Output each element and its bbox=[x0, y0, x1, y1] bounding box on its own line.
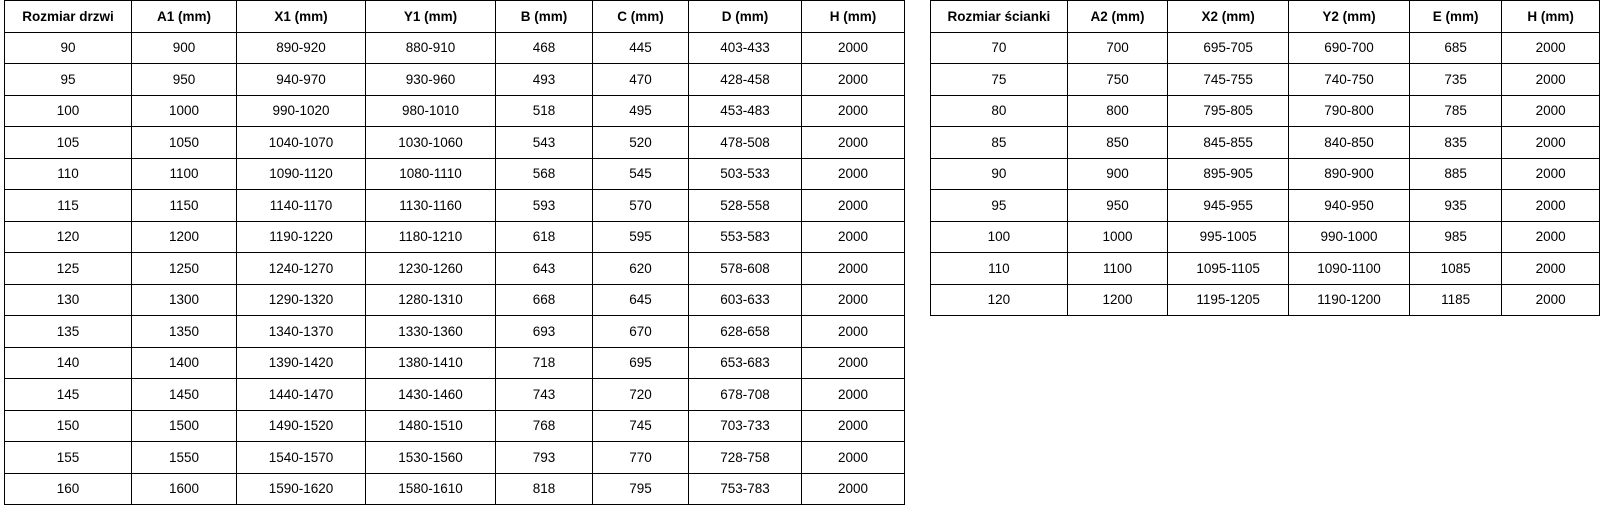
table-row bbox=[5, 190, 905, 222]
doors-table-cell: 653-683 bbox=[689, 347, 802, 379]
doors-table-cell: 1450 bbox=[132, 379, 237, 411]
doors-table-cell: 1340-1370 bbox=[237, 316, 366, 348]
doors-table-cell: 1530-1560 bbox=[366, 442, 496, 474]
doors-table-cell: 160 bbox=[5, 473, 132, 505]
walls-table-cell: 690-700 bbox=[1289, 32, 1410, 64]
doors-table-cell: 618 bbox=[496, 221, 593, 253]
table-row bbox=[5, 379, 905, 411]
doors-table-cell: 105 bbox=[5, 127, 132, 159]
walls-table-column-header: Rozmiar ścianki bbox=[931, 1, 1068, 33]
doors-table-cell: 1230-1260 bbox=[366, 253, 496, 285]
walls-table-cell: 835 bbox=[1410, 127, 1502, 159]
walls-table-cell: 1090-1100 bbox=[1289, 253, 1410, 285]
doors-dimensions-table-container bbox=[4, 0, 905, 505]
doors-table-cell: 1590-1620 bbox=[237, 473, 366, 505]
doors-table-cell: 1390-1420 bbox=[237, 347, 366, 379]
doors-table-cell: 703-733 bbox=[689, 410, 802, 442]
table-row bbox=[5, 221, 905, 253]
doors-table-cell: 620 bbox=[593, 253, 689, 285]
walls-table-cell: 85 bbox=[931, 127, 1068, 159]
walls-table-cell: 700 bbox=[1067, 32, 1167, 64]
table-row bbox=[931, 127, 1600, 159]
walls-table-cell: 90 bbox=[931, 158, 1068, 190]
doors-table-cell: 1200 bbox=[132, 221, 237, 253]
doors-table-cell: 795 bbox=[593, 473, 689, 505]
doors-table-cell: 2000 bbox=[802, 64, 905, 96]
doors-table-cell: 545 bbox=[593, 158, 689, 190]
doors-table-cell: 470 bbox=[593, 64, 689, 96]
table-row bbox=[5, 410, 905, 442]
doors-table-cell: 2000 bbox=[802, 253, 905, 285]
doors-table-cell: 2000 bbox=[802, 95, 905, 127]
doors-table-cell: 880-910 bbox=[366, 32, 496, 64]
walls-dimensions-table bbox=[930, 0, 1600, 316]
doors-table-cell: 2000 bbox=[802, 32, 905, 64]
doors-table-cell: 570 bbox=[593, 190, 689, 222]
table-row bbox=[5, 64, 905, 96]
walls-table-cell: 795-805 bbox=[1168, 95, 1289, 127]
walls-table-cell: 695-705 bbox=[1168, 32, 1289, 64]
walls-table-cell: 685 bbox=[1410, 32, 1502, 64]
doors-table-column-header: Rozmiar drzwi bbox=[5, 1, 132, 33]
walls-table-cell: 945-955 bbox=[1168, 190, 1289, 222]
doors-table-cell: 768 bbox=[496, 410, 593, 442]
walls-table-cell: 985 bbox=[1410, 221, 1502, 253]
walls-table-cell: 1095-1105 bbox=[1168, 253, 1289, 285]
walls-table-cell: 2000 bbox=[1502, 127, 1600, 159]
doors-table-cell: 980-1010 bbox=[366, 95, 496, 127]
doors-table-cell: 100 bbox=[5, 95, 132, 127]
table-row bbox=[5, 95, 905, 127]
walls-table-cell: 950 bbox=[1067, 190, 1167, 222]
walls-table-cell: 2000 bbox=[1502, 221, 1600, 253]
doors-table-cell: 1550 bbox=[132, 442, 237, 474]
walls-table-cell: 1085 bbox=[1410, 253, 1502, 285]
doors-table-cell: 728-758 bbox=[689, 442, 802, 474]
doors-table-cell: 603-633 bbox=[689, 284, 802, 316]
doors-table-cell: 695 bbox=[593, 347, 689, 379]
doors-table-cell: 1240-1270 bbox=[237, 253, 366, 285]
walls-table-cell: 750 bbox=[1067, 64, 1167, 96]
table-row bbox=[5, 158, 905, 190]
table-row bbox=[5, 32, 905, 64]
doors-table-cell: 593 bbox=[496, 190, 593, 222]
doors-table-cell: 745 bbox=[593, 410, 689, 442]
table-header-row bbox=[5, 1, 905, 33]
walls-table-cell: 100 bbox=[931, 221, 1068, 253]
walls-table-cell: 120 bbox=[931, 284, 1068, 316]
doors-table-cell: 595 bbox=[593, 221, 689, 253]
walls-table-cell: 995-1005 bbox=[1168, 221, 1289, 253]
table-row bbox=[931, 190, 1600, 222]
doors-table-cell: 155 bbox=[5, 442, 132, 474]
walls-table-cell: 2000 bbox=[1502, 190, 1600, 222]
doors-table-column-header: A1 (mm) bbox=[132, 1, 237, 33]
walls-table-cell: 1190-1200 bbox=[1289, 284, 1410, 316]
doors-table-cell: 1140-1170 bbox=[237, 190, 366, 222]
doors-table-cell: 668 bbox=[496, 284, 593, 316]
doors-table-cell: 2000 bbox=[802, 127, 905, 159]
doors-table-cell: 753-783 bbox=[689, 473, 802, 505]
table-row bbox=[5, 253, 905, 285]
doors-table-cell: 518 bbox=[496, 95, 593, 127]
walls-table-cell: 940-950 bbox=[1289, 190, 1410, 222]
doors-table-cell: 2000 bbox=[802, 190, 905, 222]
table-row bbox=[5, 473, 905, 505]
doors-table-cell: 2000 bbox=[802, 284, 905, 316]
doors-table-column-header: Y1 (mm) bbox=[366, 1, 496, 33]
doors-table-cell: 1150 bbox=[132, 190, 237, 222]
doors-table-cell: 720 bbox=[593, 379, 689, 411]
table-row bbox=[5, 442, 905, 474]
doors-table-cell: 1600 bbox=[132, 473, 237, 505]
doors-table-cell: 115 bbox=[5, 190, 132, 222]
walls-table-cell: 2000 bbox=[1502, 253, 1600, 285]
doors-table-cell: 110 bbox=[5, 158, 132, 190]
doors-table-cell: 2000 bbox=[802, 158, 905, 190]
doors-table-cell: 428-458 bbox=[689, 64, 802, 96]
doors-table-cell: 1290-1320 bbox=[237, 284, 366, 316]
table-row bbox=[5, 316, 905, 348]
doors-table-cell: 1130-1160 bbox=[366, 190, 496, 222]
doors-table-cell: 578-608 bbox=[689, 253, 802, 285]
doors-table-cell: 1080-1110 bbox=[366, 158, 496, 190]
walls-table-cell: 1100 bbox=[1067, 253, 1167, 285]
walls-table-cell: 2000 bbox=[1502, 64, 1600, 96]
doors-table-cell: 495 bbox=[593, 95, 689, 127]
walls-table-cell: 2000 bbox=[1502, 95, 1600, 127]
doors-table-cell: 1430-1460 bbox=[366, 379, 496, 411]
walls-table-column-header: Y2 (mm) bbox=[1289, 1, 1410, 33]
doors-table-cell: 643 bbox=[496, 253, 593, 285]
doors-table-column-header: H (mm) bbox=[802, 1, 905, 33]
walls-table-cell: 2000 bbox=[1502, 158, 1600, 190]
doors-table-cell: 693 bbox=[496, 316, 593, 348]
doors-table-cell: 1350 bbox=[132, 316, 237, 348]
doors-table-cell: 2000 bbox=[802, 379, 905, 411]
walls-table-cell: 890-900 bbox=[1289, 158, 1410, 190]
table-row bbox=[931, 221, 1600, 253]
doors-table-cell: 1050 bbox=[132, 127, 237, 159]
walls-table-cell: 1000 bbox=[1067, 221, 1167, 253]
walls-table-cell: 80 bbox=[931, 95, 1068, 127]
doors-table-cell: 990-1020 bbox=[237, 95, 366, 127]
doors-table-cell: 1300 bbox=[132, 284, 237, 316]
doors-table-cell: 743 bbox=[496, 379, 593, 411]
walls-table-cell: 785 bbox=[1410, 95, 1502, 127]
doors-table-column-header: C (mm) bbox=[593, 1, 689, 33]
doors-table-cell: 1090-1120 bbox=[237, 158, 366, 190]
doors-table-cell: 1580-1610 bbox=[366, 473, 496, 505]
walls-table-cell: 800 bbox=[1067, 95, 1167, 127]
doors-table-cell: 1400 bbox=[132, 347, 237, 379]
walls-table-cell: 1195-1205 bbox=[1168, 284, 1289, 316]
walls-table-cell: 110 bbox=[931, 253, 1068, 285]
walls-table-cell: 900 bbox=[1067, 158, 1167, 190]
doors-table-cell: 503-533 bbox=[689, 158, 802, 190]
doors-table-cell: 150 bbox=[5, 410, 132, 442]
walls-table-cell: 95 bbox=[931, 190, 1068, 222]
doors-table-cell: 2000 bbox=[802, 221, 905, 253]
doors-table-cell: 1540-1570 bbox=[237, 442, 366, 474]
doors-table-cell: 645 bbox=[593, 284, 689, 316]
walls-table-cell: 845-855 bbox=[1168, 127, 1289, 159]
doors-table-cell: 468 bbox=[496, 32, 593, 64]
doors-dimensions-table bbox=[4, 0, 905, 505]
table-header-row bbox=[931, 1, 1600, 33]
doors-table-cell: 2000 bbox=[802, 410, 905, 442]
doors-table-cell: 2000 bbox=[802, 316, 905, 348]
doors-table-cell: 1040-1070 bbox=[237, 127, 366, 159]
table-row bbox=[931, 284, 1600, 316]
doors-table-cell: 900 bbox=[132, 32, 237, 64]
walls-table-cell: 735 bbox=[1410, 64, 1502, 96]
doors-table-cell: 403-433 bbox=[689, 32, 802, 64]
doors-table-cell: 950 bbox=[132, 64, 237, 96]
doors-table-cell: 1030-1060 bbox=[366, 127, 496, 159]
walls-table-cell: 2000 bbox=[1502, 32, 1600, 64]
doors-table-cell: 90 bbox=[5, 32, 132, 64]
table-row bbox=[5, 347, 905, 379]
doors-table-cell: 793 bbox=[496, 442, 593, 474]
doors-table-cell: 1380-1410 bbox=[366, 347, 496, 379]
doors-table-cell: 1190-1220 bbox=[237, 221, 366, 253]
doors-table-cell: 543 bbox=[496, 127, 593, 159]
doors-table-cell: 1440-1470 bbox=[237, 379, 366, 411]
doors-table-column-header: X1 (mm) bbox=[237, 1, 366, 33]
doors-table-cell: 95 bbox=[5, 64, 132, 96]
doors-table-cell: 1000 bbox=[132, 95, 237, 127]
walls-table-cell: 840-850 bbox=[1289, 127, 1410, 159]
table-row bbox=[5, 284, 905, 316]
table-row bbox=[931, 32, 1600, 64]
walls-table-cell: 2000 bbox=[1502, 284, 1600, 316]
doors-table-cell: 1100 bbox=[132, 158, 237, 190]
walls-table-cell: 895-905 bbox=[1168, 158, 1289, 190]
walls-table-cell: 70 bbox=[931, 32, 1068, 64]
walls-table-cell: 935 bbox=[1410, 190, 1502, 222]
doors-table-cell: 890-920 bbox=[237, 32, 366, 64]
doors-table-cell: 2000 bbox=[802, 442, 905, 474]
doors-table-cell: 125 bbox=[5, 253, 132, 285]
doors-table-cell: 2000 bbox=[802, 473, 905, 505]
doors-table-cell: 453-483 bbox=[689, 95, 802, 127]
doors-table-cell: 1250 bbox=[132, 253, 237, 285]
doors-table-cell: 818 bbox=[496, 473, 593, 505]
table-row bbox=[931, 253, 1600, 285]
walls-table-cell: 885 bbox=[1410, 158, 1502, 190]
walls-table-column-header: H (mm) bbox=[1502, 1, 1600, 33]
doors-table-cell: 130 bbox=[5, 284, 132, 316]
table-row bbox=[931, 158, 1600, 190]
doors-table-column-header: B (mm) bbox=[496, 1, 593, 33]
walls-table-cell: 1200 bbox=[1067, 284, 1167, 316]
doors-table-cell: 670 bbox=[593, 316, 689, 348]
doors-table-cell: 528-558 bbox=[689, 190, 802, 222]
doors-table-cell: 1330-1360 bbox=[366, 316, 496, 348]
table-row bbox=[5, 127, 905, 159]
doors-table-cell: 2000 bbox=[802, 347, 905, 379]
doors-table-cell: 568 bbox=[496, 158, 593, 190]
doors-table-cell: 553-583 bbox=[689, 221, 802, 253]
walls-table-cell: 740-750 bbox=[1289, 64, 1410, 96]
doors-table-cell: 445 bbox=[593, 32, 689, 64]
doors-table-cell: 145 bbox=[5, 379, 132, 411]
doors-table-cell: 493 bbox=[496, 64, 593, 96]
doors-table-cell: 478-508 bbox=[689, 127, 802, 159]
walls-table-cell: 75 bbox=[931, 64, 1068, 96]
doors-table-column-header: D (mm) bbox=[689, 1, 802, 33]
walls-dimensions-table-container bbox=[930, 0, 1600, 316]
doors-table-cell: 135 bbox=[5, 316, 132, 348]
doors-table-cell: 770 bbox=[593, 442, 689, 474]
doors-table-cell: 930-960 bbox=[366, 64, 496, 96]
walls-table-column-header: E (mm) bbox=[1410, 1, 1502, 33]
doors-table-cell: 678-708 bbox=[689, 379, 802, 411]
walls-table-column-header: A2 (mm) bbox=[1067, 1, 1167, 33]
table-row bbox=[931, 64, 1600, 96]
doors-table-cell: 1280-1310 bbox=[366, 284, 496, 316]
doors-table-cell: 120 bbox=[5, 221, 132, 253]
walls-table-cell: 990-1000 bbox=[1289, 221, 1410, 253]
walls-table-cell: 745-755 bbox=[1168, 64, 1289, 96]
doors-table-cell: 718 bbox=[496, 347, 593, 379]
walls-table-column-header: X2 (mm) bbox=[1168, 1, 1289, 33]
doors-table-cell: 1180-1210 bbox=[366, 221, 496, 253]
walls-table-cell: 790-800 bbox=[1289, 95, 1410, 127]
walls-table-cell: 1185 bbox=[1410, 284, 1502, 316]
doors-table-cell: 1490-1520 bbox=[237, 410, 366, 442]
doors-table-cell: 1480-1510 bbox=[366, 410, 496, 442]
doors-table-cell: 628-658 bbox=[689, 316, 802, 348]
doors-table-cell: 140 bbox=[5, 347, 132, 379]
doors-table-cell: 940-970 bbox=[237, 64, 366, 96]
walls-table-cell: 850 bbox=[1067, 127, 1167, 159]
doors-table-cell: 520 bbox=[593, 127, 689, 159]
table-row bbox=[931, 95, 1600, 127]
doors-table-cell: 1500 bbox=[132, 410, 237, 442]
